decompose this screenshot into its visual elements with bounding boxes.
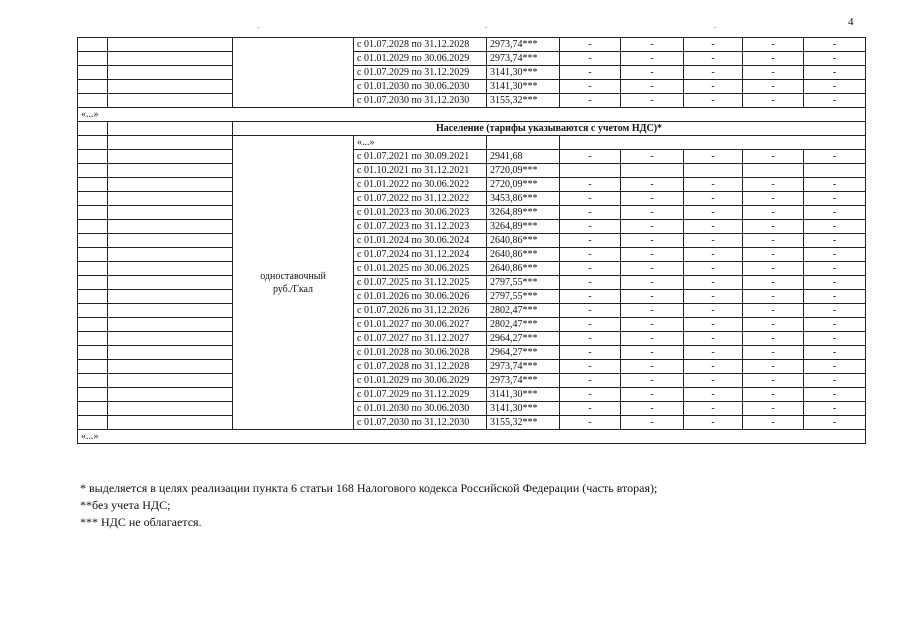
dash-cell: - [743, 150, 804, 164]
table-row [78, 206, 866, 220]
dash-cell: - [621, 248, 684, 262]
table-row [78, 290, 866, 304]
dash-cell: - [621, 192, 684, 206]
empty-cell [78, 136, 108, 150]
dash-cell: - [684, 318, 743, 332]
empty-cell [108, 416, 233, 430]
empty-cell [560, 136, 866, 150]
empty-cell [78, 374, 108, 388]
period-cell: с 01.10.2021 по 31.12.2021 [354, 164, 487, 178]
dash-cell: - [560, 220, 621, 234]
tariff-value-cell: 2640,86*** [487, 248, 560, 262]
dash-cell: - [804, 332, 866, 346]
dash-cell: - [804, 192, 866, 206]
dash-cell [621, 164, 684, 178]
period-cell: с 01.07.2030 по 31.12.2030 [354, 94, 487, 108]
ellipsis-cell: «...» [78, 108, 866, 122]
upper-section [78, 38, 866, 122]
empty-cell [108, 150, 233, 164]
empty-cell [78, 94, 108, 108]
empty-cell [108, 52, 233, 66]
table-row [78, 346, 866, 360]
dash-cell: - [560, 262, 621, 276]
dash-cell: - [560, 178, 621, 192]
ellipsis-row [78, 108, 866, 122]
empty-cell [108, 220, 233, 234]
table-row [78, 220, 866, 234]
empty-cell [78, 178, 108, 192]
dash-cell: - [743, 192, 804, 206]
empty-cell [78, 248, 108, 262]
dash-cell: - [743, 374, 804, 388]
dash-cell: - [621, 402, 684, 416]
dash-cell: - [804, 416, 866, 430]
table-row [78, 80, 866, 94]
dash-cell: - [684, 402, 743, 416]
tariff-value-cell: 3155,32*** [487, 416, 560, 430]
tariff-value-cell: 2640,86*** [487, 234, 560, 248]
dash-cell: - [560, 38, 621, 52]
empty-cell [108, 80, 233, 94]
dash-cell: - [560, 276, 621, 290]
dash-cell: - [743, 80, 804, 94]
empty-cell [108, 94, 233, 108]
empty-cell [78, 388, 108, 402]
dash-cell: - [560, 346, 621, 360]
dash-cell: - [804, 318, 866, 332]
dash-cell: - [804, 402, 866, 416]
period-cell: с 01.01.2023 по 30.06.2023 [354, 206, 487, 220]
tariff-value-cell: 2720,09*** [487, 178, 560, 192]
empty-cell [108, 318, 233, 332]
empty-cell [78, 332, 108, 346]
dash-cell: - [621, 66, 684, 80]
empty-cell [78, 220, 108, 234]
dash-cell: - [560, 402, 621, 416]
table-row [78, 52, 866, 66]
page-number: 4 [848, 16, 854, 28]
empty-cell [78, 122, 108, 136]
tariff-value-cell: 2802,47*** [487, 304, 560, 318]
dash-cell: - [684, 262, 743, 276]
dash-cell: - [560, 52, 621, 66]
table-row [78, 178, 866, 192]
ellipsis-cell: «...» [78, 430, 866, 444]
table-row [78, 234, 866, 248]
empty-cell [78, 402, 108, 416]
empty-cell [108, 402, 233, 416]
dash-cell: - [684, 52, 743, 66]
tariff-value-cell: 2973,74*** [487, 52, 560, 66]
empty-cell [78, 150, 108, 164]
ellipsis-cell: «...» [354, 136, 487, 150]
dash-cell: - [684, 178, 743, 192]
empty-cell [108, 346, 233, 360]
period-cell: с 01.07.2022 по 31.12.2022 [354, 192, 487, 206]
dash-cell: - [621, 416, 684, 430]
dash-cell: - [684, 66, 743, 80]
table-row [78, 136, 866, 150]
dash-cell: - [560, 416, 621, 430]
dash-cell: - [743, 178, 804, 192]
dash-cell: - [621, 94, 684, 108]
period-cell: с 01.07.2030 по 31.12.2030 [354, 416, 487, 430]
empty-cell [108, 374, 233, 388]
empty-cell [78, 234, 108, 248]
dash-cell: - [804, 178, 866, 192]
table-row [78, 304, 866, 318]
dash-cell: - [743, 262, 804, 276]
tariff-type-cell [233, 136, 354, 430]
dash-cell: - [743, 66, 804, 80]
period-cell: с 01.01.2029 по 30.06.2029 [354, 52, 487, 66]
period-cell: с 01.01.2026 по 30.06.2026 [354, 290, 487, 304]
empty-cell [108, 388, 233, 402]
dash-cell: - [743, 318, 804, 332]
dash-cell: - [684, 248, 743, 262]
dash-cell [743, 164, 804, 178]
dash-cell: - [684, 38, 743, 52]
empty-cell [487, 136, 560, 150]
empty-cell [108, 262, 233, 276]
dash-cell: - [743, 304, 804, 318]
tariff-value-cell: 2973,74*** [487, 38, 560, 52]
dash-cell: - [560, 388, 621, 402]
table-row [78, 374, 866, 388]
tariff-value-cell: 2797,55*** [487, 290, 560, 304]
period-cell: с 01.07.2026 по 31.12.2026 [354, 304, 487, 318]
dash-cell: - [621, 80, 684, 94]
dash-cell: - [560, 66, 621, 80]
footnote-without-vat: **без учета НДС; [80, 498, 171, 512]
dash-cell: - [804, 52, 866, 66]
period-cell: с 01.01.2030 по 30.06.2030 [354, 80, 487, 94]
dash-cell: - [621, 262, 684, 276]
table-row [78, 388, 866, 402]
period-cell: с 01.01.2024 по 30.06.2024 [354, 234, 487, 248]
footnote-vat-allocated: * выделяется в целях реализации пункта 6 статьи 168 Налогового кодекса Российской Федерации (часть вторая); [80, 481, 658, 495]
tariff-value-cell: 3141,30*** [487, 402, 560, 416]
dash-cell: - [743, 346, 804, 360]
scan-mark: . [257, 20, 260, 30]
dash-cell: - [804, 262, 866, 276]
dash-cell: - [560, 290, 621, 304]
period-cell: с 01.07.2023 по 31.12.2023 [354, 220, 487, 234]
scan-mark: . [485, 20, 488, 30]
dash-cell: - [804, 38, 866, 52]
table-row [78, 318, 866, 332]
period-cell: с 01.07.2028 по 31.12.2028 [354, 360, 487, 374]
dash-cell: - [560, 150, 621, 164]
dash-cell: - [560, 80, 621, 94]
dash-cell: - [560, 360, 621, 374]
period-cell: с 01.07.2029 по 31.12.2029 [354, 66, 487, 80]
tariff-value-cell: 3155,32*** [487, 94, 560, 108]
empty-cell [78, 276, 108, 290]
tariff-table [77, 37, 866, 444]
tariff-value-cell: 2973,74*** [487, 374, 560, 388]
empty-cell [233, 38, 354, 108]
dash-cell: - [743, 360, 804, 374]
tariff-value-cell: 2720,09*** [487, 164, 560, 178]
dash-cell: - [804, 276, 866, 290]
tariff-value-cell: 3453,86*** [487, 192, 560, 206]
dash-cell: - [684, 346, 743, 360]
empty-cell [78, 52, 108, 66]
empty-cell [78, 416, 108, 430]
dash-cell: - [621, 318, 684, 332]
dash-cell: - [621, 234, 684, 248]
footnotes [80, 480, 657, 531]
table-row [78, 360, 866, 374]
dash-cell: - [684, 374, 743, 388]
dash-cell: - [804, 248, 866, 262]
empty-cell [78, 290, 108, 304]
footnote-vat-exempt: *** НДС не облагается. [80, 515, 202, 529]
empty-cell [78, 206, 108, 220]
dash-cell: - [743, 290, 804, 304]
period-cell: с 01.01.2022 по 30.06.2022 [354, 178, 487, 192]
dash-cell: - [804, 346, 866, 360]
section-header-row [78, 122, 866, 136]
period-cell: с 01.01.2029 по 30.06.2029 [354, 374, 487, 388]
empty-cell [108, 122, 233, 136]
dash-cell: - [743, 416, 804, 430]
empty-cell [108, 234, 233, 248]
dash-cell [560, 164, 621, 178]
dash-cell: - [804, 150, 866, 164]
period-cell: с 01.01.2030 по 30.06.2030 [354, 402, 487, 416]
dash-cell: - [804, 234, 866, 248]
dash-cell: - [621, 206, 684, 220]
period-cell: с 01.01.2027 по 30.06.2027 [354, 318, 487, 332]
dash-cell: - [743, 38, 804, 52]
table-row [78, 38, 866, 52]
table-row [78, 164, 866, 178]
dash-cell: - [743, 220, 804, 234]
dash-cell: - [743, 206, 804, 220]
dash-cell: - [743, 402, 804, 416]
dash-cell: - [684, 94, 743, 108]
dash-cell: - [621, 150, 684, 164]
period-cell: с 01.07.2025 по 31.12.2025 [354, 276, 487, 290]
dash-cell: - [621, 38, 684, 52]
tariff-value-cell: 2964,27*** [487, 346, 560, 360]
empty-cell [78, 346, 108, 360]
period-cell: с 01.07.2029 по 31.12.2029 [354, 388, 487, 402]
table-row [78, 276, 866, 290]
empty-cell [78, 262, 108, 276]
dash-cell: - [621, 220, 684, 234]
dash-cell: - [804, 388, 866, 402]
dash-cell: - [560, 304, 621, 318]
empty-cell [108, 192, 233, 206]
dash-cell: - [804, 360, 866, 374]
empty-cell [78, 192, 108, 206]
empty-cell [108, 276, 233, 290]
ellipsis-row [78, 430, 866, 444]
dash-cell: - [560, 192, 621, 206]
empty-cell [108, 66, 233, 80]
table-row [78, 66, 866, 80]
table-row [78, 192, 866, 206]
dash-cell: - [560, 94, 621, 108]
dash-cell: - [743, 52, 804, 66]
dash-cell: - [621, 388, 684, 402]
tariff-unit: руб./Гкал [272, 283, 314, 295]
period-cell: с 01.07.2021 по 30.09.2021 [354, 150, 487, 164]
period-cell: с 01.07.2028 по 31.12.2028 [354, 38, 487, 52]
tariff-value-cell: 3264,89*** [487, 206, 560, 220]
empty-cell [108, 360, 233, 374]
empty-cell [108, 164, 233, 178]
dash-cell: - [560, 234, 621, 248]
dash-cell: - [621, 304, 684, 318]
dash-cell: - [684, 234, 743, 248]
dash-cell: - [804, 374, 866, 388]
population-section [78, 122, 866, 444]
dash-cell: - [684, 290, 743, 304]
period-cell: с 01.01.2025 по 30.06.2025 [354, 262, 487, 276]
table-row [78, 332, 866, 346]
dash-cell: - [684, 304, 743, 318]
empty-cell [108, 178, 233, 192]
empty-cell [78, 164, 108, 178]
dash-cell: - [560, 248, 621, 262]
tariff-value-cell: 2797,55*** [487, 276, 560, 290]
dash-cell: - [684, 332, 743, 346]
dash-cell: - [684, 416, 743, 430]
dash-cell: - [743, 332, 804, 346]
dash-cell: - [684, 388, 743, 402]
empty-cell [78, 318, 108, 332]
dash-cell: - [684, 192, 743, 206]
dash-cell: - [743, 276, 804, 290]
dash-cell: - [804, 80, 866, 94]
table-row [78, 416, 866, 430]
table-row [78, 94, 866, 108]
period-cell: с 01.07.2027 по 31.12.2027 [354, 332, 487, 346]
dash-cell: - [560, 318, 621, 332]
dash-cell: - [621, 374, 684, 388]
dash-cell: - [743, 94, 804, 108]
dash-cell: - [560, 374, 621, 388]
dash-cell: - [621, 332, 684, 346]
table-row [78, 262, 866, 276]
dash-cell: - [743, 388, 804, 402]
dash-cell: - [804, 290, 866, 304]
tariff-value-cell: 2973,74*** [487, 360, 560, 374]
dash-cell: - [621, 178, 684, 192]
dash-cell: - [621, 52, 684, 66]
empty-cell [78, 66, 108, 80]
empty-cell [78, 80, 108, 94]
table-row [78, 248, 866, 262]
empty-cell [108, 136, 233, 150]
dash-cell: - [684, 150, 743, 164]
tariff-value-cell: 2964,27*** [487, 332, 560, 346]
dash-cell: - [621, 346, 684, 360]
empty-cell [78, 38, 108, 52]
table-row [78, 402, 866, 416]
dash-cell: - [621, 276, 684, 290]
dash-cell: - [804, 304, 866, 318]
empty-cell [108, 304, 233, 318]
empty-cell [78, 360, 108, 374]
tariff-value-cell: 3141,30*** [487, 80, 560, 94]
empty-cell [108, 38, 233, 52]
tariff-value-cell: 3141,30*** [487, 388, 560, 402]
dash-cell: - [621, 290, 684, 304]
period-cell: с 01.01.2028 по 30.06.2028 [354, 346, 487, 360]
empty-cell [108, 248, 233, 262]
dash-cell: - [804, 206, 866, 220]
empty-cell [78, 304, 108, 318]
dash-cell: - [804, 66, 866, 80]
dash-cell: - [804, 94, 866, 108]
tariff-type: одноставочный [260, 270, 326, 282]
dash-cell: - [560, 206, 621, 220]
dash-cell: - [684, 220, 743, 234]
dash-cell [684, 164, 743, 178]
dash-cell: - [804, 220, 866, 234]
dash-cell: - [621, 360, 684, 374]
dash-cell: - [560, 332, 621, 346]
tariff-value-cell: 2802,47*** [487, 318, 560, 332]
tariff-value-cell: 3264,89*** [487, 220, 560, 234]
dash-cell: - [684, 276, 743, 290]
dash-cell [804, 164, 866, 178]
period-cell: с 01.07.2024 по 31.12.2024 [354, 248, 487, 262]
scan-mark: . [714, 20, 717, 30]
empty-cell [108, 206, 233, 220]
dash-cell: - [684, 206, 743, 220]
dash-cell: - [743, 234, 804, 248]
tariff-value-cell: 2640,86*** [487, 262, 560, 276]
empty-cell [108, 332, 233, 346]
dash-cell: - [684, 80, 743, 94]
tariff-value-cell: 3141,30*** [487, 66, 560, 80]
empty-cell [108, 290, 233, 304]
dash-cell: - [743, 248, 804, 262]
tariff-value-cell: 2941,68 [487, 150, 560, 164]
table-row [78, 150, 866, 164]
dash-cell: - [684, 360, 743, 374]
section-header: Население (тарифы указываются с учетом НДС)* [233, 122, 866, 136]
